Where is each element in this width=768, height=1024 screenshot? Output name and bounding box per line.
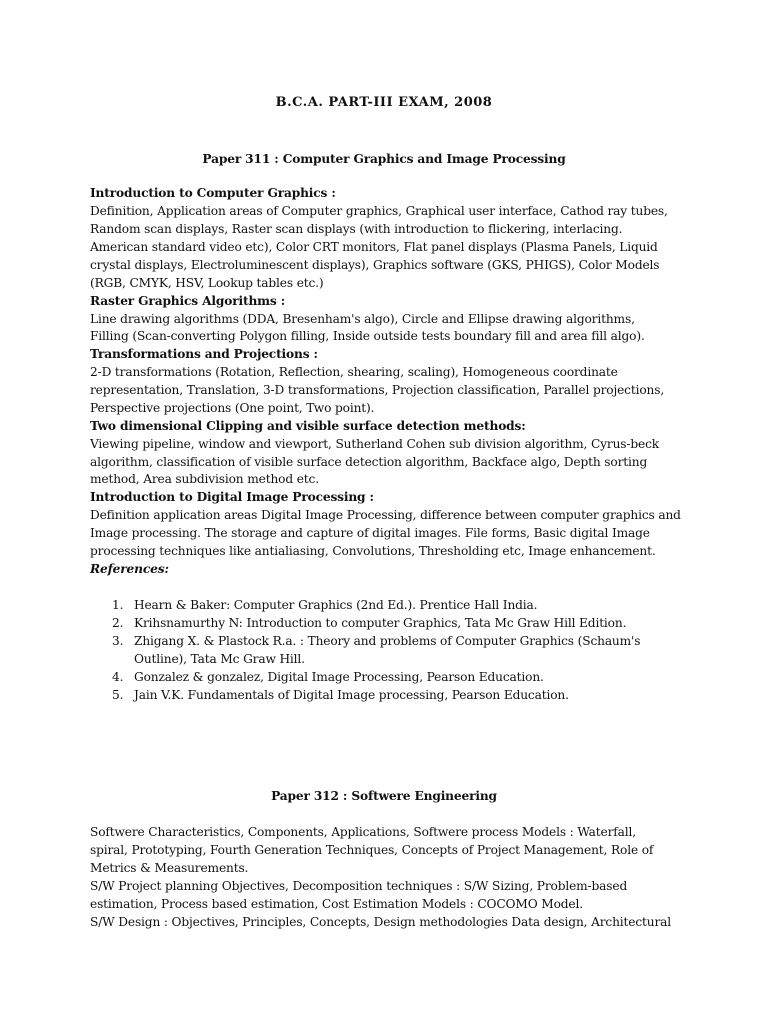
paper-312-line: Softwere Characteristics, Components, Applications, Softwere process Models : Waterfall,: [90, 825, 636, 839]
section-line: 2-D transformations (Rotation, Reflection, shearing, scaling), Homogeneous coordinate: [90, 365, 618, 379]
reference-text: Gonzalez & gonzalez, Digital Image Processing, Pearson Education.: [134, 670, 544, 684]
section-line: Random scan displays, Raster scan displays (with introduction to flickering, interlacing.: [90, 222, 623, 236]
reference-number: 1.: [112, 598, 124, 612]
paper-311-title: Paper 311 : Computer Graphics and Image Processing: [202, 152, 566, 166]
paper-312-line: Metrics & Measurements.: [90, 861, 249, 875]
section-line: crystal displays, Electroluminescent displays), Graphics software (GKS, PHIGS), Color Models: [90, 258, 660, 272]
exam-title: B.C.A. PART-III EXAM, 2008: [275, 95, 493, 110]
section-line: Line drawing algorithms (DDA, Bresenham's algo), Circle and Ellipse drawing algorithms,: [90, 312, 635, 326]
section-line: Filling (Scan-converting Polygon filling, Inside outside tests boundary fill and area fill algo).: [90, 329, 645, 343]
paper-312-title: Paper 312 : Softwere Engineering: [271, 789, 497, 803]
section-heading: Transformations and Projections :: [90, 347, 318, 361]
reference-number: 5.: [112, 688, 124, 702]
reference-text: Jain V.K. Fundamentals of Digital Image processing, Pearson Education.: [134, 688, 569, 702]
reference-text: Zhigang X. & Plastock R.a. : Theory and problems of Computer Graphics (Schaum's: [134, 634, 641, 648]
reference-text: Krihsnamurthy N: Introduction to computer Graphics, Tata Mc Graw Hill Edition.: [134, 616, 627, 630]
reference-number: 2.: [112, 616, 124, 630]
section-line: representation, Translation, 3-D transformations, Projection classification, Parallel projections,: [90, 383, 665, 397]
section-heading: Introduction to Digital Image Processing :: [90, 490, 374, 504]
section-line: Definition, Application areas of Computer graphics, Graphical user interface, Cathod ray tubes,: [90, 204, 668, 218]
section-line: processing techniques like antialiasing, Convolutions, Thresholding etc, Image enhancement.: [90, 544, 656, 558]
section-line: Definition application areas Digital Image Processing, difference between computer graphics and: [90, 508, 681, 522]
section-line: algorithm, classification of visible surface detection algorithm, Backface algo, Depth sorting: [90, 455, 648, 469]
section-line: method, Area subdivision method etc.: [90, 472, 319, 486]
reference-number: 3.: [112, 634, 124, 648]
section-line: Image processing. The storage and capture of digital images. File forms, Basic digital Image: [90, 526, 650, 540]
section-heading: Introduction to Computer Graphics :: [90, 186, 336, 200]
paper-312-line: S/W Project planning Objectives, Decomposition techniques : S/W Sizing, Problem-based: [90, 879, 628, 893]
reference-text: Hearn & Baker: Computer Graphics (2nd Ed.). Prentice Hall India.: [134, 598, 538, 612]
section-heading: Raster Graphics Algorithms :: [90, 294, 286, 308]
paper-312-line: spiral, Prototyping, Fourth Generation Techniques, Concepts of Project Management, Role of: [90, 843, 654, 857]
section-heading: Two dimensional Clipping and visible surface detection methods:: [90, 419, 526, 433]
reference-text: Outline), Tata Mc Graw Hill.: [134, 652, 305, 666]
paper-312-line: S/W Design : Objectives, Principles, Concepts, Design methodologies Data design, Architectural: [90, 915, 672, 929]
section-line: Perspective projections (One point, Two point).: [90, 401, 375, 415]
references-heading: References:: [90, 562, 169, 576]
section-line: (RGB, CMYK, HSV, Lookup tables etc.): [90, 276, 324, 290]
section-line: Viewing pipeline, window and viewport, Sutherland Cohen sub division algorithm, Cyrus-beck: [90, 437, 659, 451]
paper-312-line: estimation, Process based estimation, Cost Estimation Models : COCOMO Model.: [90, 897, 583, 911]
reference-number: 4.: [112, 670, 124, 684]
section-line: American standard video etc), Color CRT monitors, Flat panel displays (Plasma Panels, Liquid: [90, 240, 658, 254]
